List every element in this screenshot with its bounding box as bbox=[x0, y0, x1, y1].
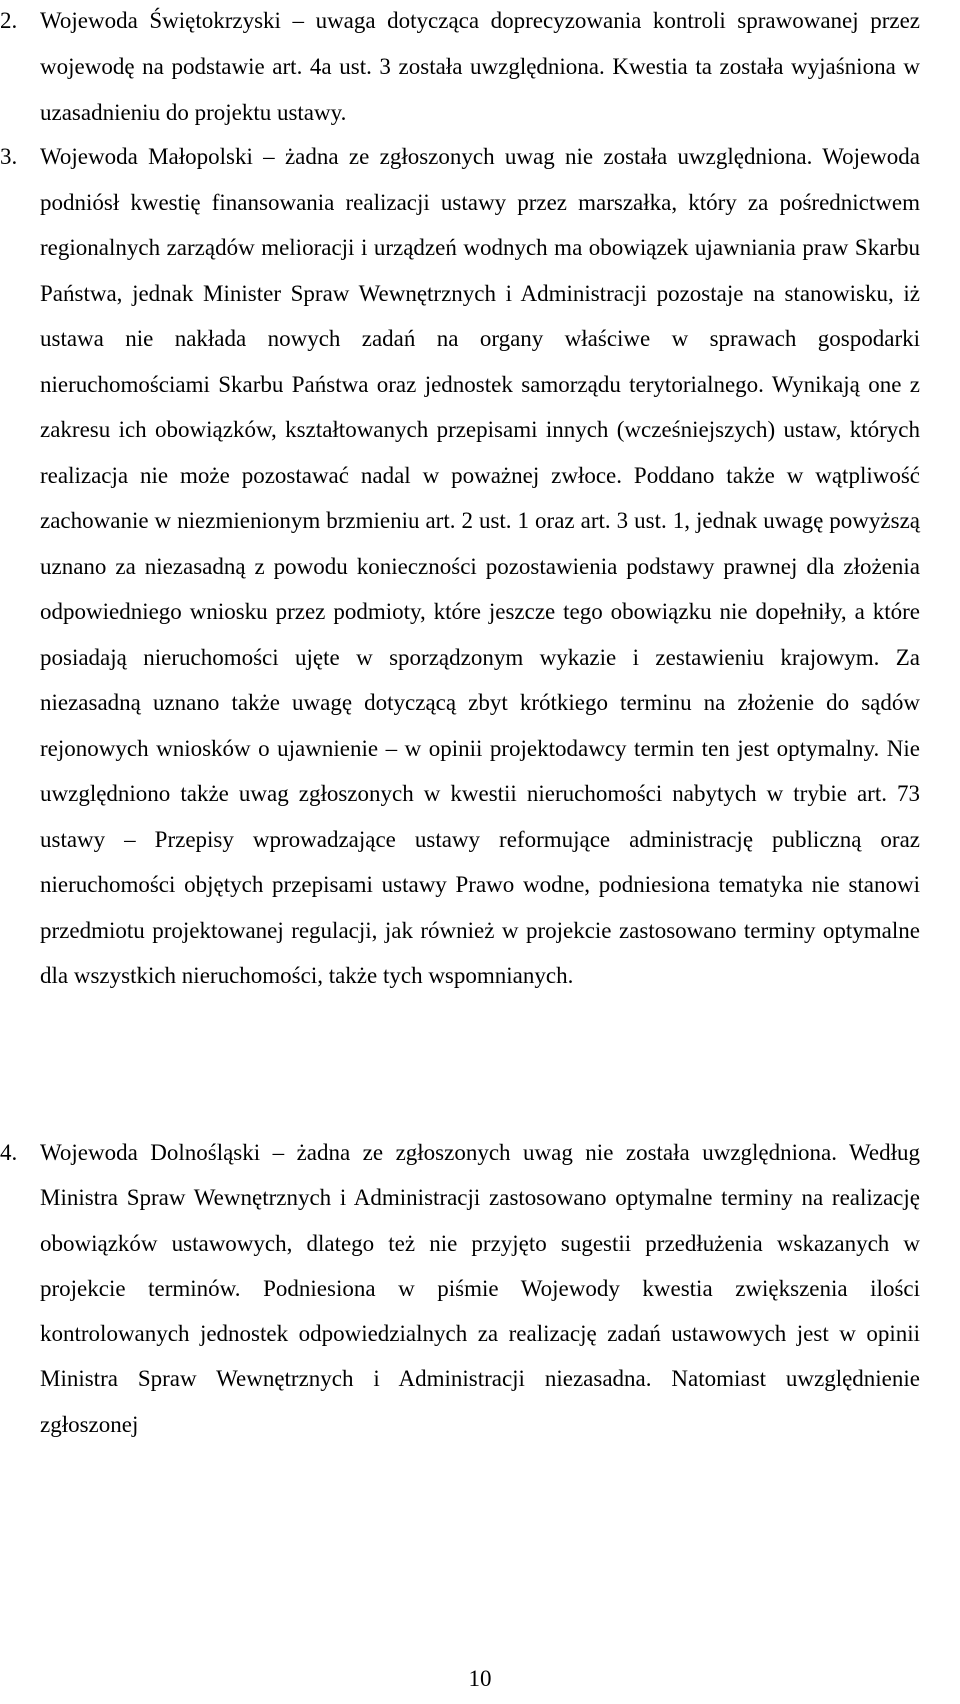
list-item-number: 3. bbox=[0, 144, 18, 169]
list-item-text: Wojewoda Małopolski – żadna ze zgłoszonych uwag nie została uwzględniona. Wojewoda podniósł kwestię finansowania realizacji ustawy przez marszałka, który za pośrednictwem regionalnych zarządów melioracji i urządzeń wodnych ma obowiązek ujawniania praw Skarbu Państwa, jednak Minister Spraw Wewnętrznych i Administracji pozostaje na stanowisku, iż ustawa nie nakłada nowych zadań na organy właściwe w sprawach gospodarki nieruchomościami Skarbu Państwa oraz jednostek samorządu terytorialnego. Wynikają one z zakresu ich obowiązków, kształtowanych przepisami innych (wcześniejszych) ustaw, których realizacja nie może pozostawać nadal w poważnej zwłoce. Poddano także w wątpliwość zachowanie w niezmienionym brzmieniu art. 2 ust. 1 oraz art. 3 ust. 1, jednak uwagę powyższą uznano za niezasadną z powodu konieczności pozostawienia podstawy prawnej dla złożenia odpowiedniego wniosku przez podmioty, które jeszcze tego obowiązku nie dopełniły, a które posiadają nieruchomości ujęte w sporządzonym wykazie i zestawieniu krajowym. Za niezasadną uznano także uwagę dotyczącą zbyt krótkiego terminu na złożenie do sądów rejonowych wniosków o ujawnienie – w opinii projektodawcy termin ten jest optymalny. Nie uwzględniono także uwag zgłoszonych w kwestii nieruchomości nabytych w trybie art. 73 ustawy – Przepisy wprowadzające ustawy reformujące administrację publiczną oraz nieruchomości objętych przepisami ustawy Prawo wodne, podniesiona tematyka nie stanowi przedmiotu projektowanej regulacji, jak również w projekcie zastosowano terminy optymalne dla wszystkich nieruchomości, także tych wspomnianych. bbox=[40, 144, 920, 988]
list-item-text: Wojewoda Świętokrzyski – uwaga dotycząca doprecyzowania kontroli sprawowanej przez wojewodę na podstawie art. 4a ust. 3 została uwzględniona. Kwestia ta została wyjaśniona w uzasadnieniu do projektu ustawy. bbox=[40, 8, 920, 125]
list-item-text: Wojewoda Dolnośląski – żadna ze zgłoszonych uwag nie została uwzględniona. Według Ministra Spraw Wewnętrznych i Administracji zastosowano optymalne terminy na realizację obowiązków ustawowych, dlatego też nie przyjęto sugestii przedłużenia wskazanych w projekcie terminów. Podniesiona w piśmie Wojewody kwestia zwiększenia ilości kontrolowanych jednostek odpowiedzialnych za realizację zadań ustawowych jest w opinii Ministra Spraw Wewnętrznych i Administracji niezasadna. Natomiast uwzględnienie zgłoszonej bbox=[40, 1140, 920, 1437]
list-item-number: 2. bbox=[0, 8, 18, 33]
list-item-number: 4. bbox=[0, 1140, 18, 1165]
page-number: 10 bbox=[468, 1666, 492, 1691]
